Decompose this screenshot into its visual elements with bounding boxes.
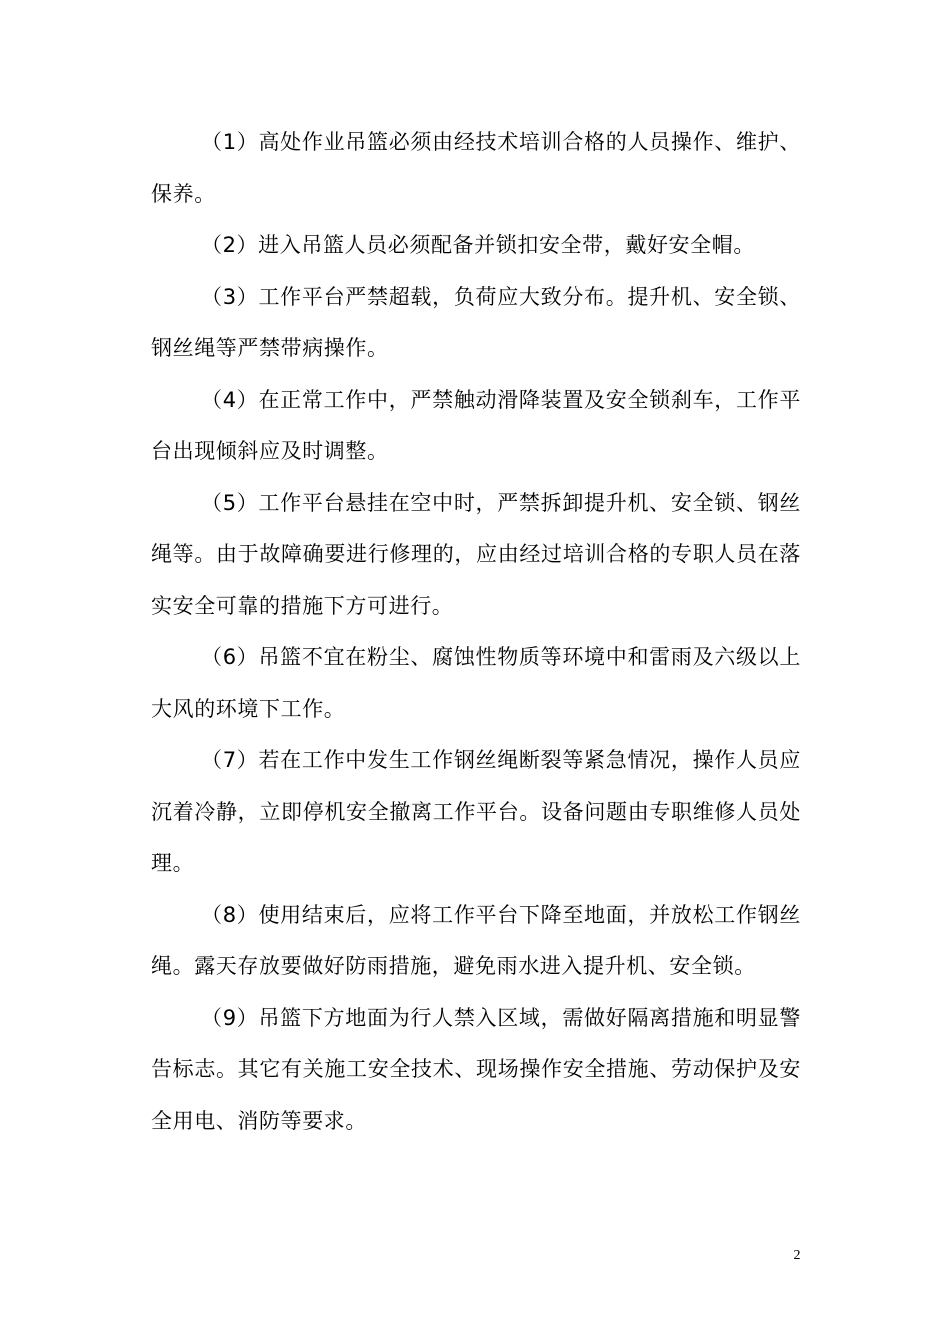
page-number: 2 <box>793 1248 801 1263</box>
paragraph-item-8: （8）使用结束后，应将工作平台下降至地面，并放松工作钢丝绳。露天存放要做好防雨措施，避免雨水进入提升机、安全锁。 <box>151 902 801 978</box>
paragraph-item-7: （7）若在工作中发生工作钢丝绳断裂等紧急情况，操作人员应沉着冷静，立即停机安全撤离工作平台。设备问题由专职维修人员处理。 <box>151 748 801 875</box>
document-body <box>151 117 801 1147</box>
paragraph-item-4: （4）在正常工作中，严禁触动滑降装置及安全锁刹车，工作平台出现倾斜应及时调整。 <box>151 387 801 463</box>
paragraph-item-1: （1）高处作业吊篮必须由经技术培训合格的人员操作、维护、保养。 <box>151 130 801 206</box>
paragraph-item-2: （2）进入吊篮人员必须配备并锁扣安全带，戴好安全帽。 <box>201 233 755 257</box>
paragraph-item-5: （5）工作平台悬挂在空中时，严禁拆卸提升机、安全锁、钢丝绳等。由于故障确要进行修理的，应由经过培训合格的专职人员在落实安全可靠的措施下方可进行。 <box>151 490 801 618</box>
paragraph-item-9: （9）吊篮下方地面为行人禁入区域，需做好隔离措施和明显警告标志。其它有关施工安全技术、现场操作安全措施、劳动保护及安全用电、消防等要求。 <box>151 1005 801 1133</box>
paragraph-item-6: （6）吊篮不宜在粉尘、腐蚀性物质等环境中和雷雨及六级以上大风的环境下工作。 <box>151 645 801 721</box>
paragraph-item-3: （3）工作平台严禁超载，负荷应大致分布。提升机、安全锁、钢丝绳等严禁带病操作。 <box>151 284 801 360</box>
